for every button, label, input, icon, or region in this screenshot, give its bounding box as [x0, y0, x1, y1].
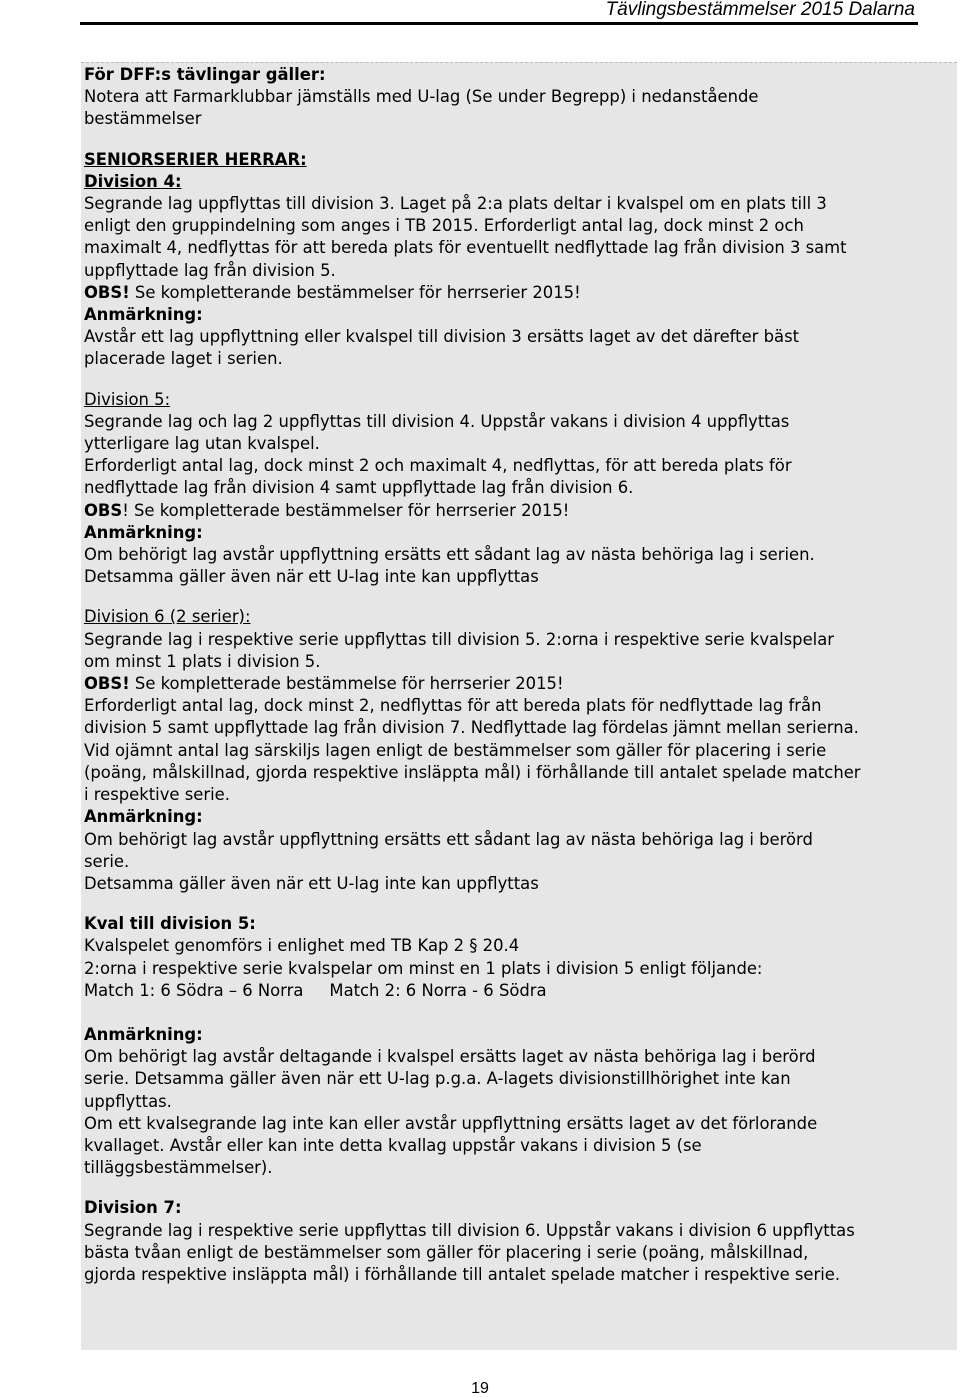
- kval5-anmarkning-text: Om ett kvalsegrande lag inte kan eller avstår uppflyttning ersätts laget av det förlorande: [84, 1113, 818, 1133]
- obs-text: Se kompletterade bestämmelse för herrserier 2015!: [129, 674, 564, 694]
- division6-anmarkning-text: Om behörigt lag avstår uppflyttning ersätts ett sådant lag av nästa behöriga lag i berörd: [84, 829, 813, 849]
- division6-text: om minst 1 plats i division 5.: [84, 651, 321, 671]
- division6-anmarkning-label: Anmärkning:: [84, 807, 203, 827]
- division5-obs: [84, 500, 956, 522]
- page-header-title: Tävlingsbestämmelser 2015 Dalarna: [605, 0, 915, 20]
- division7-text: bästa tvåan enligt de bestämmelser som gäller för placering i serie (poäng, målskillnad,: [84, 1242, 809, 1262]
- division5-text: ytterligare lag utan kvalspel.: [84, 434, 320, 454]
- header-rule: [80, 22, 918, 25]
- kval5-anmarkning-text: serie. Detsamma gäller även när ett U-lag p.g.a. A-lagets divisionstillhörighet inte kan: [84, 1069, 791, 1089]
- division5-anmarkning-text: Detsamma gäller även när ett U-lag inte kan uppflyttas: [84, 567, 539, 587]
- division6-text: Segrande lag i respektive serie uppflyttas till division 5. 2:orna i respektive serie kvalspelar: [84, 629, 835, 649]
- match-1: Match 1: 6 Södra – 6 Norra: [84, 980, 304, 1000]
- division6-heading: Division 6 (2 serier):: [84, 607, 251, 627]
- division4-anmarkning-label: Anmärkning:: [84, 305, 203, 325]
- division4-heading: Division 4:: [84, 171, 182, 191]
- obs-label: OBS!: [84, 282, 130, 302]
- kval5-anmarkning-text: tilläggsbestämmelser).: [84, 1158, 273, 1178]
- division4-anmarkning-text: placerade laget i serien.: [84, 349, 283, 369]
- division4-text: Segrande lag uppflyttas till division 3. Laget på 2:a plats deltar i kvalspel om en plats till 3: [84, 194, 827, 214]
- kval5-anmarkning-text: Om behörigt lag avstår deltagande i kvalspel ersätts laget av nästa behöriga lag i berörd: [84, 1047, 816, 1067]
- division5-heading: Division 5:: [84, 389, 171, 409]
- kval5-anmarkning-label: Anmärkning:: [84, 1024, 203, 1044]
- division5-anmarkning-label: Anmärkning:: [84, 522, 203, 542]
- intro-line: bestämmelser: [84, 109, 202, 129]
- kval5-heading: Kval till division 5:: [84, 914, 256, 934]
- division6-anmarkning-text: Detsamma gäller även när ett U-lag inte kan uppflyttas: [84, 873, 539, 893]
- page-number: 19: [471, 1380, 489, 1397]
- division4-anmarkning-text: Avstår ett lag uppflyttning eller kvalspel till division 3 ersätts laget av det därefter bäst: [84, 327, 800, 347]
- obs-text: Se kompletterande bestämmelser för herrserier 2015!: [129, 282, 581, 302]
- division4-text: maximalt 4, nedflyttas för att bereda plats för eventuellt nedflyttade lag från division 3 samt: [84, 238, 847, 258]
- division6-text: Erforderligt antal lag, dock minst 2, nedflyttas för att bereda plats för nedflyttade lag från: [84, 696, 822, 716]
- kval5-text: 2:orna i respektive serie kvalspelar om minst en 1 plats i division 5 enligt följande:: [84, 958, 763, 978]
- obs-label: OBS: [84, 500, 123, 520]
- intro-line: Notera att Farmarklubbar jämställs med U-lag (Se under Begrepp) i nedanstående: [84, 87, 759, 107]
- intro-heading: För DFF:s tävlingar gäller:: [84, 65, 326, 84]
- division5-text: Segrande lag och lag 2 uppflyttas till division 4. Uppstår vakans i division 4 uppflyttas: [84, 411, 790, 431]
- division6-text: (poäng, målskillnad, gjorda respektive insläppta mål) i förhållande till antalet spelade matcher: [84, 762, 861, 782]
- seniorserier-heading: SENIORSERIER HERRAR:: [84, 149, 307, 169]
- division7-text: Segrande lag i respektive serie uppflyttas till division 6. Uppstår vakans i division 6 uppflyttas: [84, 1220, 855, 1240]
- division5-text: nedflyttade lag från division 4 samt uppflyttade lag från division 6.: [84, 478, 634, 498]
- division7-text: gjorda respektive insläppta mål) i förhållande till antalet spelade matcher i respektive serie.: [84, 1264, 841, 1284]
- division6-obs: [84, 673, 956, 695]
- document-body: [84, 64, 956, 1286]
- division6-text: division 5 samt uppflyttade lag från division 7. Nedflyttade lag fördelas jämnt mellan serierna.: [84, 718, 859, 738]
- division6-text: Vid ojämnt antal lag särskiljs lagen enligt de bestämmelser som gäller för placering i serie: [84, 740, 827, 760]
- division4-obs: [84, 282, 956, 304]
- obs-label: OBS!: [84, 674, 130, 694]
- division7-heading: Division 7:: [84, 1198, 182, 1218]
- obs-text: ! Se kompletterade bestämmelser för herrserier 2015!: [122, 500, 570, 520]
- kval5-text: Kvalspelet genomförs i enlighet med TB Kap 2 § 20.4: [84, 936, 520, 956]
- division6-anmarkning-text: serie.: [84, 851, 130, 871]
- division4-text: enligt den gruppindelning som anges i TB 2015. Erforderligt antal lag, dock minst 2 och: [84, 216, 804, 236]
- kval5-anmarkning-text: uppflyttas.: [84, 1091, 172, 1111]
- match-2: Match 2: 6 Norra - 6 Södra: [329, 980, 547, 1000]
- division5-text: Erforderligt antal lag, dock minst 2 och maximalt 4, nedflyttas, för att bereda plats för: [84, 456, 792, 476]
- division5-anmarkning-text: Om behörigt lag avstår uppflyttning ersätts ett sådant lag av nästa behöriga lag i serien.: [84, 545, 815, 565]
- kval5-anmarkning-text: kvallaget. Avstår eller kan inte detta kvallag uppstår vakans i division 5 (se: [84, 1135, 702, 1155]
- kval5-matches: [84, 980, 956, 1002]
- division6-text: i respektive serie.: [84, 785, 230, 805]
- division4-text: uppflyttade lag från division 5.: [84, 260, 336, 280]
